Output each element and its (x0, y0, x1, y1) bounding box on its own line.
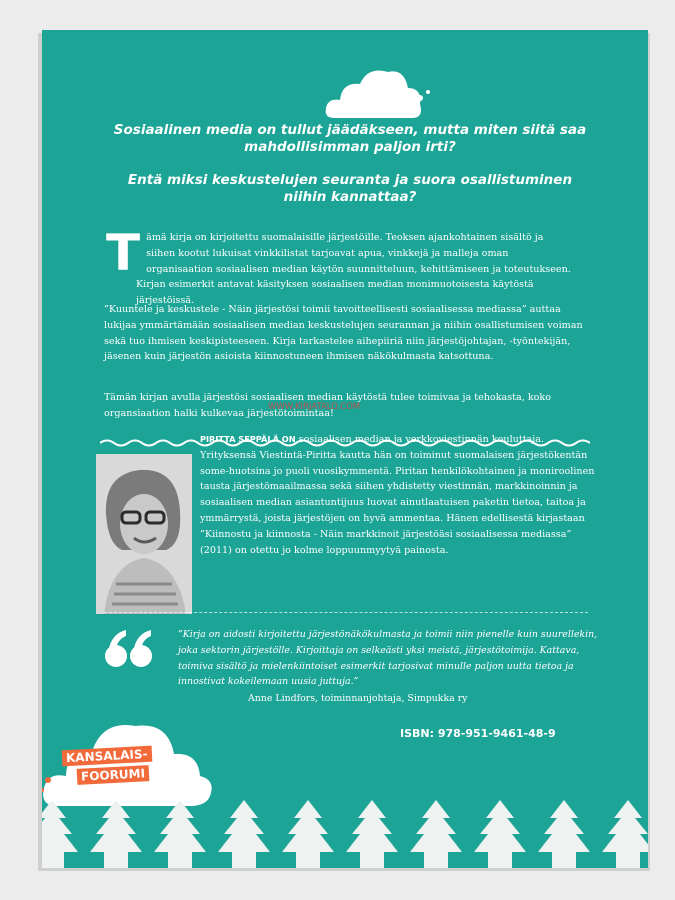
drop-cap: T (106, 224, 141, 282)
book-back-cover (42, 30, 648, 868)
testimonial-quote: ”Kirja on aidosti kirjoitettu järjestönäkökulmasta ja toimii niin pienelle kuin suurellekin, joka sektorin järjestölle. Kirjoittaja on selkeästi yksi meistä, järjestötoimija. Kattava, toimiva sisältö ja mielenkiintoiset esimerkit tarjosivat minulle paljon uutta tietoa ja innostivat kokeilemaan uusia juttuja.” (178, 629, 598, 688)
author-name: PIRITTA SEPPÄLÄ ON (200, 434, 296, 444)
author-bio (200, 432, 600, 558)
isbn-number: ISBN: 978-951-9461-48-9 (400, 727, 556, 740)
testimonial-author: Anne Lindfors, toiminnanjohtaja, Simpukka ry (248, 693, 468, 704)
headline-question-2: Entä miksi keskustelujen seuranta ja suora osallistuminen niihin kannattaa? (127, 172, 573, 205)
headline-question-1: Sosiaalinen media on tullut jäädäkseen, mutta miten siitä saa mahdollisimman paljon irti? (113, 122, 587, 155)
watermark: WWW.KIRJATALO.COM (268, 402, 361, 412)
intro-paragraph-text: ämä kirja on kirjoitettu suomalaisille järjestöille. Teoksen ajankohtainen sisältö ja siihen kootut lukuisat vinkkilistat tarjoavat apua, vinkkejä ja malleja oman organisaation sosiaalisen median käytön suunnitteluun, kehittämiseen ja toteutukseen. Kirjan esimerkit antavat käsityksen sosiaalisen median monimuotoisesta käytöstä järjestöissä. (136, 232, 571, 307)
author-bio-text: sosiaalisen median ja verkkoviestinnän kouluttaja. Yrityksensä Viestintä-Piritta kautta hän on toiminut suomalaisen järjestökentän some-huotsina jo puoli vuosikymmentä. Piritan henkilökohtainen ja moniroolinen tausta järjestömaailmassa sekä siihen yhdistetty viestinnän, markkinoinnin ja sosiaalisen median asiantuntijuus luovat ainutlaatuisen paketin tietoa, taitoa ja ymmärrystä, joista järjestöjen on hyvä ammentaa. Hänen edellisestä kirjastaan ”Kiinnostu ja kiinnosta - Näin markkinoit järjestöäsi sosiaalisessa mediassa” (2011) on otettu jo kolme loppuunmyytyä painosta. (200, 434, 595, 556)
description-paragraph: ”Kuuntele ja keskustele - Näin järjestösi toimii tavoitteellisesti sosiaalisessa mediassa” auttaa lukijaa ymmärtämään sosiaalisen median keskustelujen seurannan ja niihin osallistumisen voiman sekä tuo ihmisen keskipisteeseen. Kirja tarkastelee aihepiiriä niin järjestöjohtajan, -työntekijän, jäsenen kuin järjestön asioista kiinnostuneen ihmisen näkökulmasta katsottuna. (104, 304, 583, 363)
publisher-logo-line-1: KANSALAIS- (62, 746, 152, 767)
closing-paragraph: Tämän kirjan avulla järjestösi sosiaalisen median käytöstä tulee toimivaa ja tehokasta, koko organsiaation halki kulkevaa järjestötoimintaa! (104, 392, 552, 419)
dashed-divider (104, 612, 588, 613)
tree-pattern (42, 800, 648, 868)
quotation-mark-icon (104, 628, 154, 674)
publisher-logo-line-2: FOORUMI (77, 765, 150, 785)
intro-paragraph (106, 224, 572, 309)
author-photo (96, 454, 192, 614)
cloud-icon (324, 58, 434, 128)
